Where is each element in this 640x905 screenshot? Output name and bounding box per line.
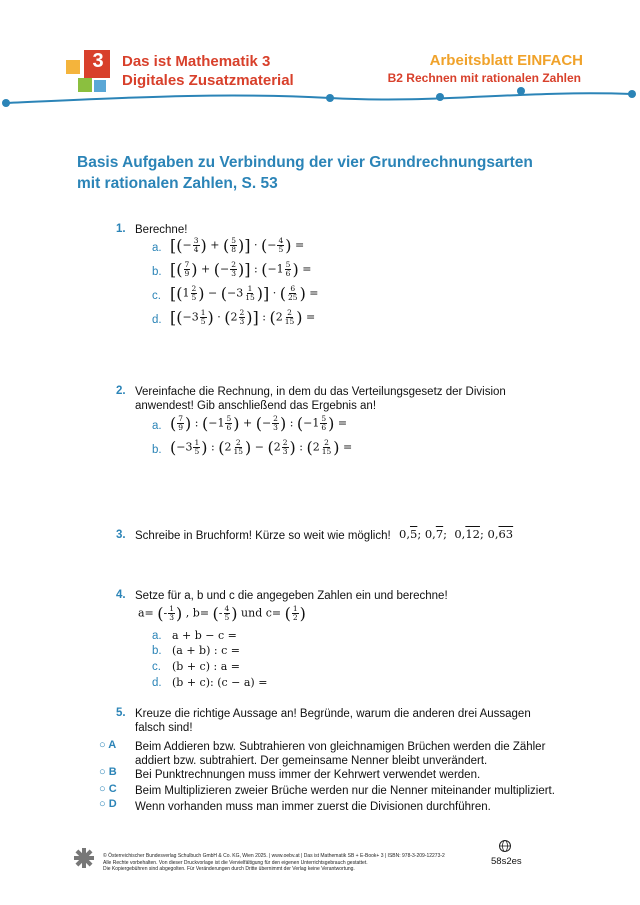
task-5-number: 5. <box>116 707 126 719</box>
publisher-logo-icon <box>72 847 96 869</box>
sheet-title: Arbeitsblatt EINFACH <box>429 52 583 69</box>
task-4d-expression: (b + c): (c − a) = <box>172 676 268 689</box>
task-1b-label: b. <box>152 266 162 278</box>
task-2a-expression: ( $\frac{7}{9}$ ) : (−1 $\frac{5}{6}$ ) + (− $\frac{2}{3}$ ) : (−1 $\frac{5}{6}$ ) = <box>170 414 348 433</box>
task-4-values: a= (- $\frac{1}{3}$ ) , b= (- $\frac{4}{5}$ ) und c= ( $\frac{1}{2}$ ) <box>138 604 306 623</box>
footer-copyright: © Österreichischer Bundesverlag Schulbuch GmbH & Co. KG, Wien 2025. | www.oebv.at | Das ist Mathematik SB + E-Book+ 3 | ISBN: 978-3-209-12273-2 Alle Rechte vorbehalten. Von dieser Druckvorlage ist die Vervielfältigung für den eigenen Unterrichtsgebrauch gestattet. Die Kopiergebühren sind abgegolten. Für Veränderungen durch Dritte übernimmt der Verlag keine Verantwortung. <box>103 853 445 872</box>
task-4-number: 4. <box>116 589 126 601</box>
task-1-text: Berechne! <box>135 224 188 236</box>
task-3-numbers: 0,5; 0,7; 0,12; 0,63 <box>399 527 514 541</box>
option-a-text: Beim Addieren bzw. Subtrahieren von gleichnamigen Brüchen werden die Zähler addiert bzw. subtrahiert. Der gemeinsame Nenner bleibt unverändert. <box>135 741 546 767</box>
task-2-text: Vereinfache die Rechnung, in dem du das Verteilungsgesetz der Division anwendest! Gib anschließend das Ergebnis an! <box>135 386 506 412</box>
task-1a-expression: [(− $\frac{3}{4}$ ) + ( $\frac{5}{8}$ )] · (− $\frac{4}{5}$ ) = <box>170 236 305 255</box>
task-2b-label: b. <box>152 444 162 456</box>
worksheet-title: Basis Aufgaben zu Verbindung der vier Grundrechnungsarten mit rationalen Zahlen, S. 53 <box>77 154 533 192</box>
task-5-text: Kreuze die richtige Aussage an! Begründe, warum die anderen drei Aussagen falsch sind! <box>135 708 531 734</box>
task-1d-label: d. <box>152 314 162 326</box>
task-4a-expression: a + b − c = <box>172 629 237 642</box>
task-4a-label: a. <box>152 630 162 642</box>
option-b-checkbox[interactable]: ○ B <box>99 766 117 778</box>
product-title: Das ist Mathematik 3 Digitales Zusatzmaterial <box>122 53 294 89</box>
option-a-checkbox[interactable]: ○ A <box>99 739 117 751</box>
task-4c-expression: (b + c) : a = <box>172 660 240 673</box>
option-d-text: Wenn vorhanden muss man immer zuerst die Divisionen durchführen. <box>135 801 491 813</box>
task-1c-expression: [(1 $\frac{2}{5}$ ) − (−3 $\frac{1}{15}$ )] · ( $\frac{6}{25}$ ) = <box>170 284 319 303</box>
task-1d-expression: [(−3 $\frac{1}{5}$ ) · (2 $\frac{2}{3}$ )] : (2 $\frac{2}{15}$ ) = <box>170 308 316 327</box>
globe-icon[interactable] <box>498 839 512 853</box>
task-2-number: 2. <box>116 385 126 397</box>
task-2b-expression: (−3 $\frac{1}{5}$ ) : (2 $\frac{2}{15}$ ) − (2 $\frac{2}{3}$ ) : (2 $\frac{2}{15}$ ) = <box>170 438 353 457</box>
option-c-checkbox[interactable]: ○ C <box>99 783 117 795</box>
task-3-number: 3. <box>116 529 126 541</box>
header-divider <box>0 84 640 110</box>
option-b-text: Bei Punktrechnungen muss immer der Kehrwert verwendet werden. <box>135 769 481 781</box>
task-1-number: 1. <box>116 223 126 235</box>
task-1a-label: a. <box>152 242 162 254</box>
task-4b-label: b. <box>152 645 162 657</box>
option-d-checkbox[interactable]: ○ D <box>99 798 117 810</box>
task-3-text: Schreibe in Bruchform! Kürze so weit wie möglich! <box>135 530 391 542</box>
task-1c-label: c. <box>152 290 161 302</box>
task-4-text: Setze für a, b und c die angegeben Zahlen ein und berechne! <box>135 590 448 602</box>
task-4b-expression: (a + b) : c = <box>172 644 240 657</box>
task-2a-label: a. <box>152 420 162 432</box>
sheet-subtitle: B2 Rechnen mit rationalen Zahlen <box>387 71 581 85</box>
option-c-text: Beim Multiplizieren zweier Brüche werden nur die Nenner miteinander multipliziert. <box>135 785 555 797</box>
task-4d-label: d. <box>152 677 162 689</box>
logo-number: 3 <box>92 50 104 72</box>
task-4c-label: c. <box>152 661 161 673</box>
online-code[interactable]: 58s2es <box>491 856 522 867</box>
task-1b-expression: [( $\frac{7}{9}$ ) + (− $\frac{2}{3}$ )] : (−1 $\frac{5}{6}$ ) = <box>170 260 312 279</box>
